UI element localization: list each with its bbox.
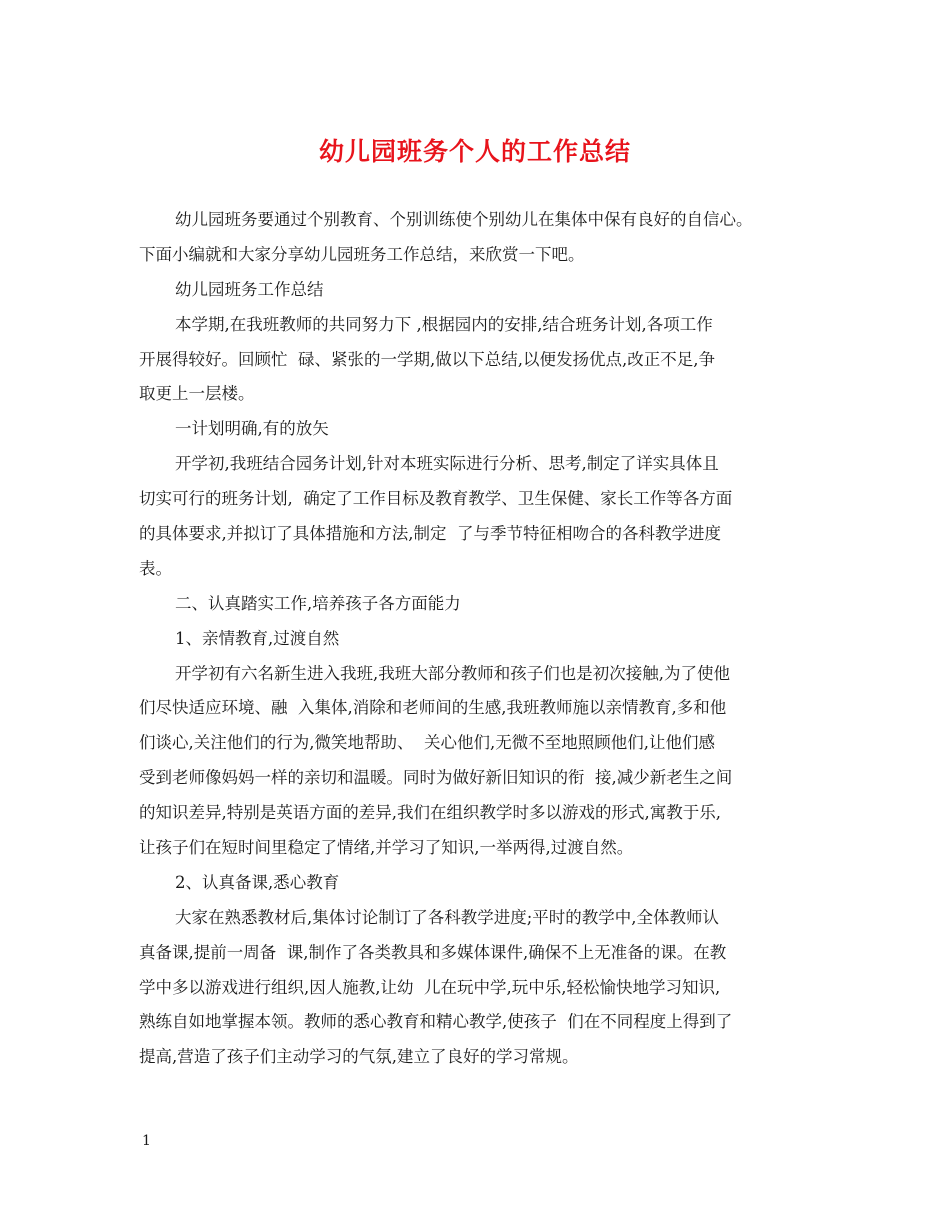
text-line: 真备课,提前一周备 课,制作了各类教具和多媒体课件,确保不上无准备的课。在教 <box>139 942 727 962</box>
text-line: 开学初,我班结合园务计划,针对本班实际进行分析、思考,制定了详实具体且 <box>175 454 719 474</box>
text-line: 切实可行的班务计划, 确定了工作目标及教育教学、卫生保健、家长工作等各方面 <box>139 489 733 509</box>
text-line: 幼儿园班务要通过个别教育、个别训练使个别幼儿在集体中保有良好的自信心。 <box>175 210 753 229</box>
text-line: 受到老师像妈妈一样的亲切和温暖。同时为做好新旧知识的衔 接,减少新老生之间 <box>139 768 733 788</box>
text-line: 的具体要求,并拟订了具体措施和方法,制定 了与季节特征相吻合的各科教学进度 <box>139 524 721 544</box>
text-line: 们谈心,关注他们的行为,微笑地帮助、 关心他们,无微不至地照顾他们,让他们感 <box>139 733 715 753</box>
text-line: 表。 <box>139 558 172 578</box>
section-heading: 一计划明确,有的放矢 <box>175 419 329 439</box>
text-line: 让孩子们在短时间里稳定了情绪,并学习了知识,一举两得,过渡自然。 <box>139 838 634 858</box>
subsection-heading: 1、亲情教育,过渡自然 <box>175 628 340 648</box>
page-number: 1 <box>142 1133 151 1149</box>
text-line: 提高,营造了孩子们主动学习的气氛,建立了良好的学习常规。 <box>139 1047 579 1067</box>
text-line: 本学期,在我班教师的共同努力下 ,根据园内的安排,结合班务计划,各项工作 <box>175 314 713 334</box>
text-line: 的知识差异,特别是英语方面的差异,我们在组织教学时多以游戏的形式,寓教于乐, <box>139 803 721 823</box>
section-heading: 二、认真踏实工作,培养孩子各方面能力 <box>175 593 461 613</box>
text-line: 开展得较好。回顾忙 碌、紧张的一学期,做以下总结,以便发扬优点,改正不足,争 <box>139 349 715 369</box>
section-heading: 幼儿园班务工作总结 <box>175 279 324 299</box>
text-line: 下面小编就和大家分享幼儿园班务工作总结，来欣赏一下吧。 <box>139 244 585 264</box>
subsection-heading: 2、认真备课,悉心教育 <box>175 872 340 892</box>
text-line: 开学初有六名新生进入我班,我班大部分教师和孩子们也是初次接触,为了使他 <box>175 663 730 683</box>
text-line: 大家在熟悉教材后,集体讨论制订了各科教学进度;平时的教学中,全体教师认 <box>175 907 720 927</box>
text-line: 们尽快适应环境、融 入集体,消除和老师间的生感,我班教师施以亲情教育,多和他 <box>139 698 727 718</box>
document-title: 幼儿园班务个人的工作总结 <box>318 137 631 166</box>
text-line: 学中多以游戏进行组织,因人施教,让幼 儿在玩中学,玩中乐,轻松愉快地学习知识, <box>139 977 721 997</box>
text-line: 取更上一层楼。 <box>139 384 255 404</box>
document-body <box>139 203 829 1075</box>
text-line: 熟练自如地掌握本领。教师的悉心教育和精心教学,使孩子 们在不同程度上得到了 <box>139 1012 733 1032</box>
